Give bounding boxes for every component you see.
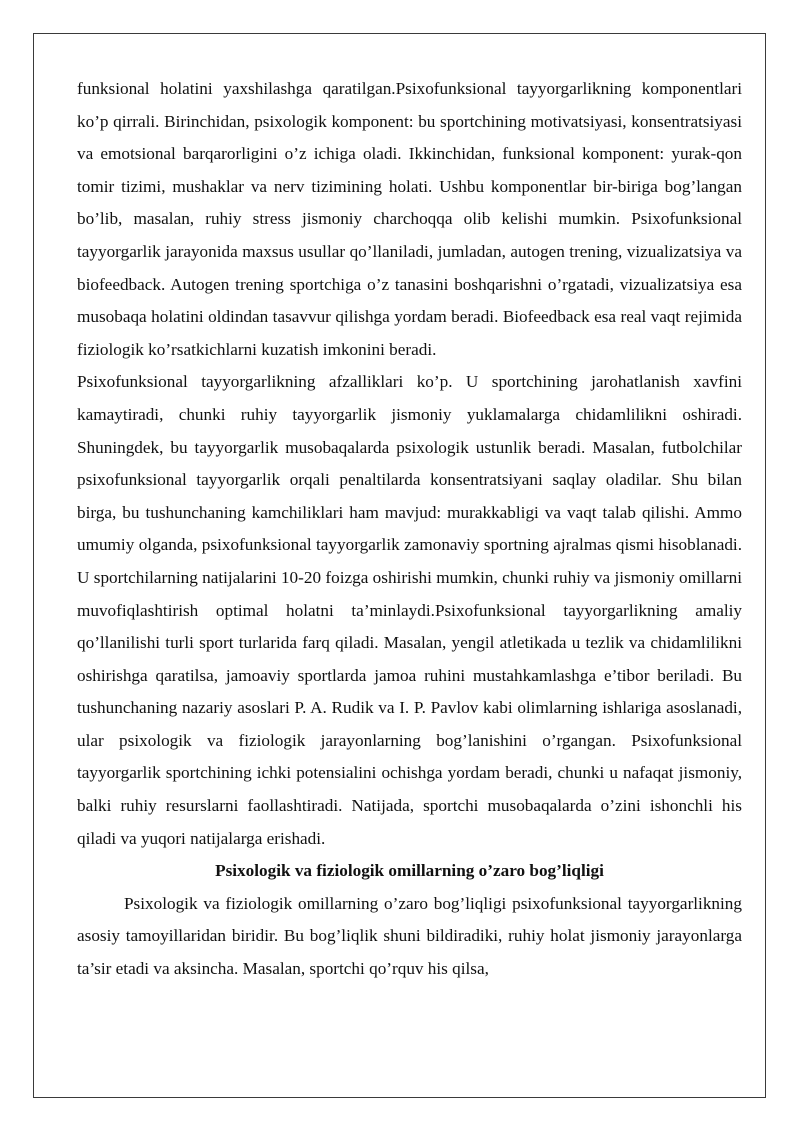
paragraph-components: funksional holatini yaxshilashga qaratilgan.Psixofunksional tayyorgarlikning komponentlari ko’p qirrali. Birinchidan, psixologik komponent: bu sportchining motivatsiyasi, konsentratsiyasi va emotsional barqarorligini o’z ichiga oladi. Ikkinchidan, funksional komponent: yurak-qon tomir tizimi, mushaklar va nerv tizimining holati. Ushbu komponentlar bir-biriga bog’langan bo’lib, masalan, ruhiy stress jismoniy charchoqqa olib kelishi mumkin. Psixofunksional tayyorgarlik jarayonida maxsus usullar qo’llaniladi, jumladan, autogen trening, vizualizatsiya va biofeedback. Autogen trening sportchiga o’z tanasini boshqarishni o’rgatadi, vizualizatsiya esa musobaqa holatini oldindan tasavvur qilishga yordam beradi. Biofeedback esa real vaqt rejimida fiziologik ko’rsatkichlarni kuzatish imkonini beradi. — [77, 79, 742, 359]
paragraph-section-intro: Psixologik va fiziologik omillarning o’zaro bog’liqligi psixofunksional tayyorgarlikning asosiy tamoyillaridan biridir. Bu bog’liqlik shuni bildiradiki, ruhiy holat jismoniy jarayonlarga ta’sir etadi va aksincha. Masalan, sportchi qo’rquv his qilsa, — [77, 893, 742, 979]
section-heading: Psixologik va fiziologik omillarning o’zaro bog’liqligi — [215, 861, 604, 881]
paragraph-advantages: Psixofunksional tayyorgarlikning afzalliklari ko’p. U sportchining jarohatlanish xavfini kamaytiradi, chunki ruhiy tayyorgarlik jismoniy yuklamalarga chidamlilikni oshiradi. Shuningdek, bu tayyorgarlik musobaqalarda psixologik ustunlik beradi. Masalan, futbolchilar psixofunksional tayyorgarlik orqali penaltilarda konsentratsiyani saqlay oladilar. Shu bilan birga, bu tushunchaning kamchiliklari ham mavjud: murakkabligi va vaqt talab qilishi. Ammo umumiy olganda, psixofunksional tayyorgarlik zamonaviy sportning ajralmas qismi hisoblanadi. U sportchilarning natijalarini 10-20 foizga oshirishi mumkin, chunki ruhiy va jismoniy omillarni muvofiqlashtirish optimal holatni ta’minlaydi.Psixofunksional tayyorgarlikning amaliy qo’llanilishi turli sport turlarida farq qiladi. Masalan, yengil atletikada u tezlik va chidamlilikni oshirishga qaratilsa, jamoaviy sportlarda jamoa ruhini mustahkamlashga e’tibor beriladi. Bu tushunchaning nazariy asoslari P. A. Rudik va I. P. Pavlov kabi olimlarning ishlariga asoslanadi, ular psixologik va fiziologik jarayonlarning bog’lanishini o’rgangan. Psixofunksional tayyorgarlik sportchining ichki potensialini ochishga yordam beradi, chunki u nafaqat jismoniy, balki ruhiy resurslarni faollashtiradi. Natijada, sportchi musobaqalarda o’zini ishonchli his qiladi va yuqori natijalarga erishadi. — [77, 372, 742, 848]
document-body — [77, 73, 742, 986]
